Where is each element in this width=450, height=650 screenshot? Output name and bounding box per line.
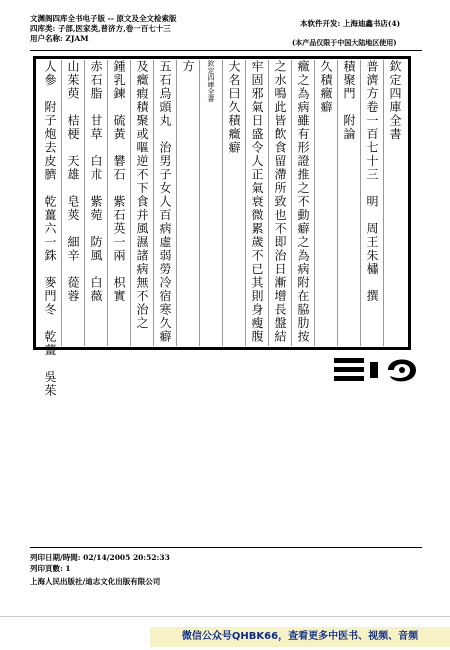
watermark-banner: 微信公众号QHBK66，查看更多中医书、视频、音频 — [150, 627, 450, 647]
header-line-2: 四库类: 子部,医家类,普济方,卷一百七十三 — [30, 24, 171, 33]
text-column-15: 山茱萸 桔梗 天雄 皂莢 細辛 蓯蓉 — [66, 60, 80, 303]
text-column-2: 普濟方卷一百七十三 明 周王朱橚 撰 — [365, 60, 379, 303]
text-column-3: 積聚門 附論 — [342, 60, 356, 141]
header-left — [30, 14, 176, 44]
column-divider — [360, 60, 361, 346]
column-divider — [153, 60, 154, 346]
publisher-logo-icon — [330, 350, 420, 390]
column-divider — [61, 60, 62, 346]
column-divider — [268, 60, 269, 346]
header-right-bottom: (本产品仅限于中国大陆地区使用) — [292, 38, 397, 47]
text-column-13: 鍾乳鍊 硫黃 礬石 紫石英一兩 枳實 — [112, 60, 126, 303]
column-divider — [199, 60, 200, 346]
text-column-4: 久積癥癖 — [319, 60, 333, 114]
text-column-10: 方 — [181, 60, 195, 74]
column-divider — [176, 60, 177, 346]
publisher-name: 上海人民出版社/迪志文化出版有限公司 — [30, 577, 161, 586]
text-column-14: 赤石脂 甘草 白朮 紫菀 防風 白薇 — [89, 60, 103, 303]
column-divider — [337, 60, 338, 346]
column-divider — [222, 60, 223, 346]
text-column-6: 之水鳴此皆飲食留滯所致也不即治日漸增長盤結 — [273, 60, 287, 344]
text-column-16: 人參 附子炮去皮臍 乾薑六一銖 麥門冬 乾薑 吳茱 — [43, 60, 57, 398]
text-column-8: 大名曰久積癥癖 — [227, 60, 241, 155]
print-pages: 列印頁數: 1 — [30, 564, 71, 573]
header-divider — [30, 50, 422, 51]
text-column-12: 及癥瘕積聚或嘔逆不下食并風濕諸病無不治之 — [135, 60, 149, 330]
text-column-5: 癥之為病雖有形證推之不動癖之為病附在脇肋按 — [296, 60, 310, 344]
text-column-7: 牢固邪氣日盛令人正氣衰微累歲不已其則身瘦腹 — [250, 60, 264, 344]
column-divider — [84, 60, 85, 346]
header-right-top: 本软件开发: 上海迪鑫书店(4) — [300, 19, 401, 28]
page-edge — [0, 616, 450, 617]
print-date: 列印日期/時間: 02/14/2005 20:52:33 — [30, 553, 170, 562]
footer-divider — [30, 547, 422, 548]
header-line-3: 用户名称: ZJAM — [30, 34, 89, 43]
header-line-1: 文渊阁四库全书电子版 -- 原文及全文检索版 — [30, 14, 177, 23]
text-column-11: 五石烏頭丸 治男子女人百病虛弱勞冷宿寒久癖 — [158, 60, 172, 344]
text-column-9: 欽定四庫全書 — [207, 60, 215, 102]
column-divider — [291, 60, 292, 346]
text-column-1: 欽定四庫全書 — [388, 60, 402, 141]
column-divider — [314, 60, 315, 346]
column-divider — [107, 60, 108, 346]
column-divider — [245, 60, 246, 346]
column-divider — [130, 60, 131, 346]
column-divider — [383, 60, 384, 346]
